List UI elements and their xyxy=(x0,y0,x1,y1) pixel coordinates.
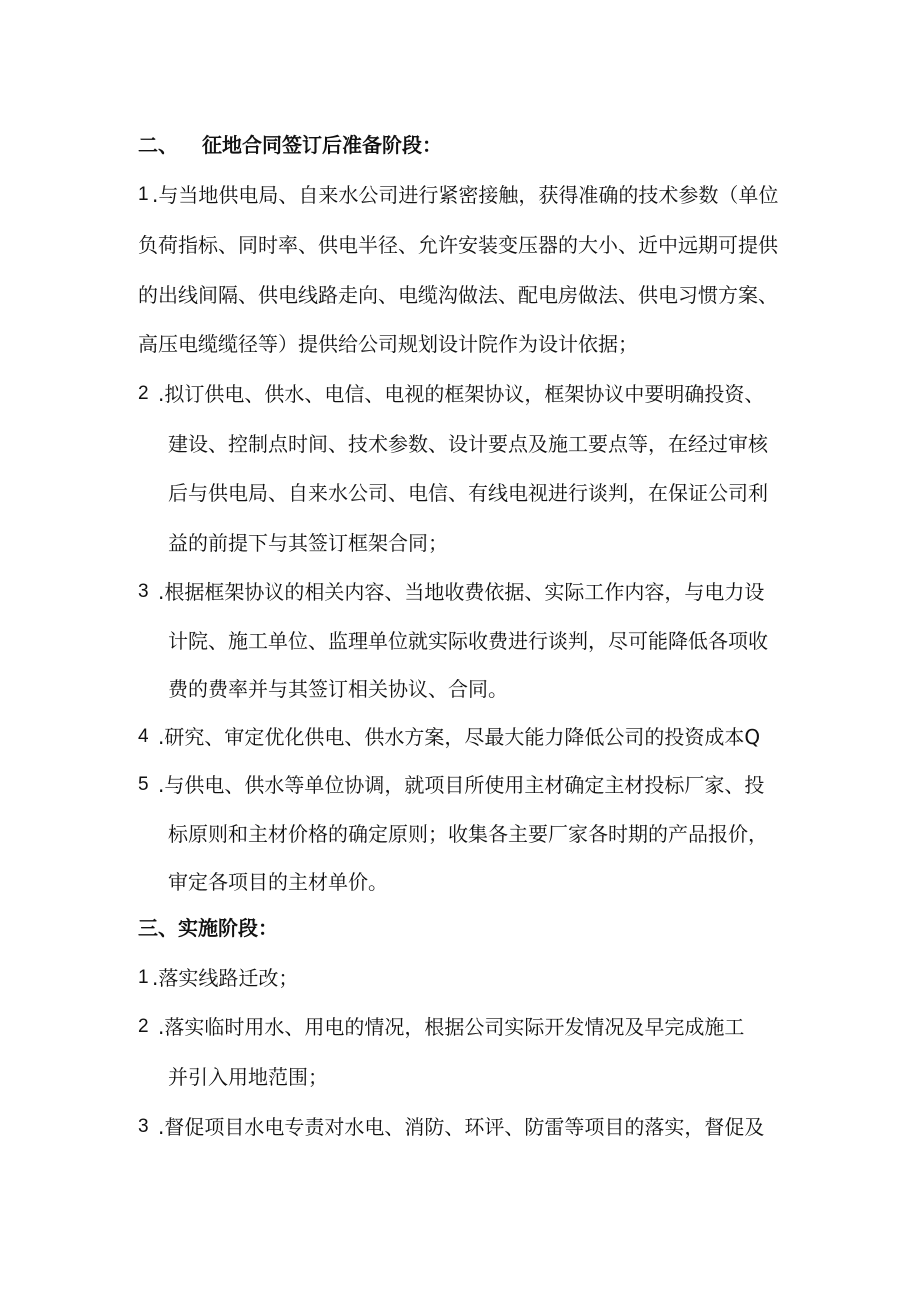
item-text: 标原则和主材价格的确定原则；收集各主要厂家各时期的产品报价， xyxy=(168,822,768,846)
item-number: 2 xyxy=(138,1016,149,1037)
item-text: 审定各项目的主材单价。 xyxy=(168,870,388,894)
item-number: 3 xyxy=(138,581,149,602)
item-text: .落实线路迁改； xyxy=(152,966,299,990)
item-number: 4 xyxy=(138,726,149,747)
item-text: .根据框架协议的相关内容、当地收费依据、实际工作内容，与电力设 xyxy=(158,580,765,604)
item-text: .研究、审定优化供电、供水方案，尽最大能力降低公司的投资成本Q xyxy=(158,725,761,749)
item-number: 2 xyxy=(138,383,149,404)
item-text: 的出线间隔、供电线路走向、电缆沟做法、配电房做法、供电习惯方案、 xyxy=(138,283,778,307)
item-text: 计院、施工单位、监理单位就实际收费进行谈判，尽可能降低各项收 xyxy=(168,629,768,653)
item-number: 5 xyxy=(138,774,149,795)
item-text: 建设、控制点时间、技术参数、设计要点及施工要点等，在经过审核 xyxy=(168,432,768,456)
item-text: .拟订供电、供水、电信、电视的框架协议，框架协议中要明确投资、 xyxy=(158,382,765,406)
section-title: 征地合同签订后准备阶段： xyxy=(202,133,442,157)
item-text: .落实临时用水、用电的情况，根据公司实际开发情况及早完成施工 xyxy=(158,1015,745,1039)
item-text: .督促项目水电专责对水电、消防、环评、防雷等项目的落实，督促及 xyxy=(158,1115,765,1139)
item-text: 并引入用地范围； xyxy=(168,1065,328,1089)
item-text: 高压电缆缆径等）提供给公司规划设计院作为设计依据； xyxy=(138,332,638,356)
section-title: 三、实施阶段： xyxy=(138,916,278,940)
item-text: .与供电、供水等单位协调，就项目所使用主材确定主材投标厂家、投 xyxy=(158,773,765,797)
item-text: 负荷指标、同时率、供电半径、允许安装变压器的大小、近中远期可提供 xyxy=(138,233,778,257)
item-text: 费的费率并与其签订相关协议、合同。 xyxy=(168,677,508,701)
item-number: 1 xyxy=(138,184,149,205)
item-number: 3 xyxy=(138,1116,149,1137)
item-text: 后与供电局、自来水公司、电信、有线电视进行谈判，在保证公司利 xyxy=(168,481,768,505)
item-text: .与当地供电局、自来水公司进行紧密接触，获得准确的技术参数（单位 xyxy=(152,183,779,207)
section-number: 二、 xyxy=(138,133,178,157)
item-number: 1 xyxy=(138,967,149,988)
item-text: 益的前提下与其签订框架合同； xyxy=(168,531,448,555)
